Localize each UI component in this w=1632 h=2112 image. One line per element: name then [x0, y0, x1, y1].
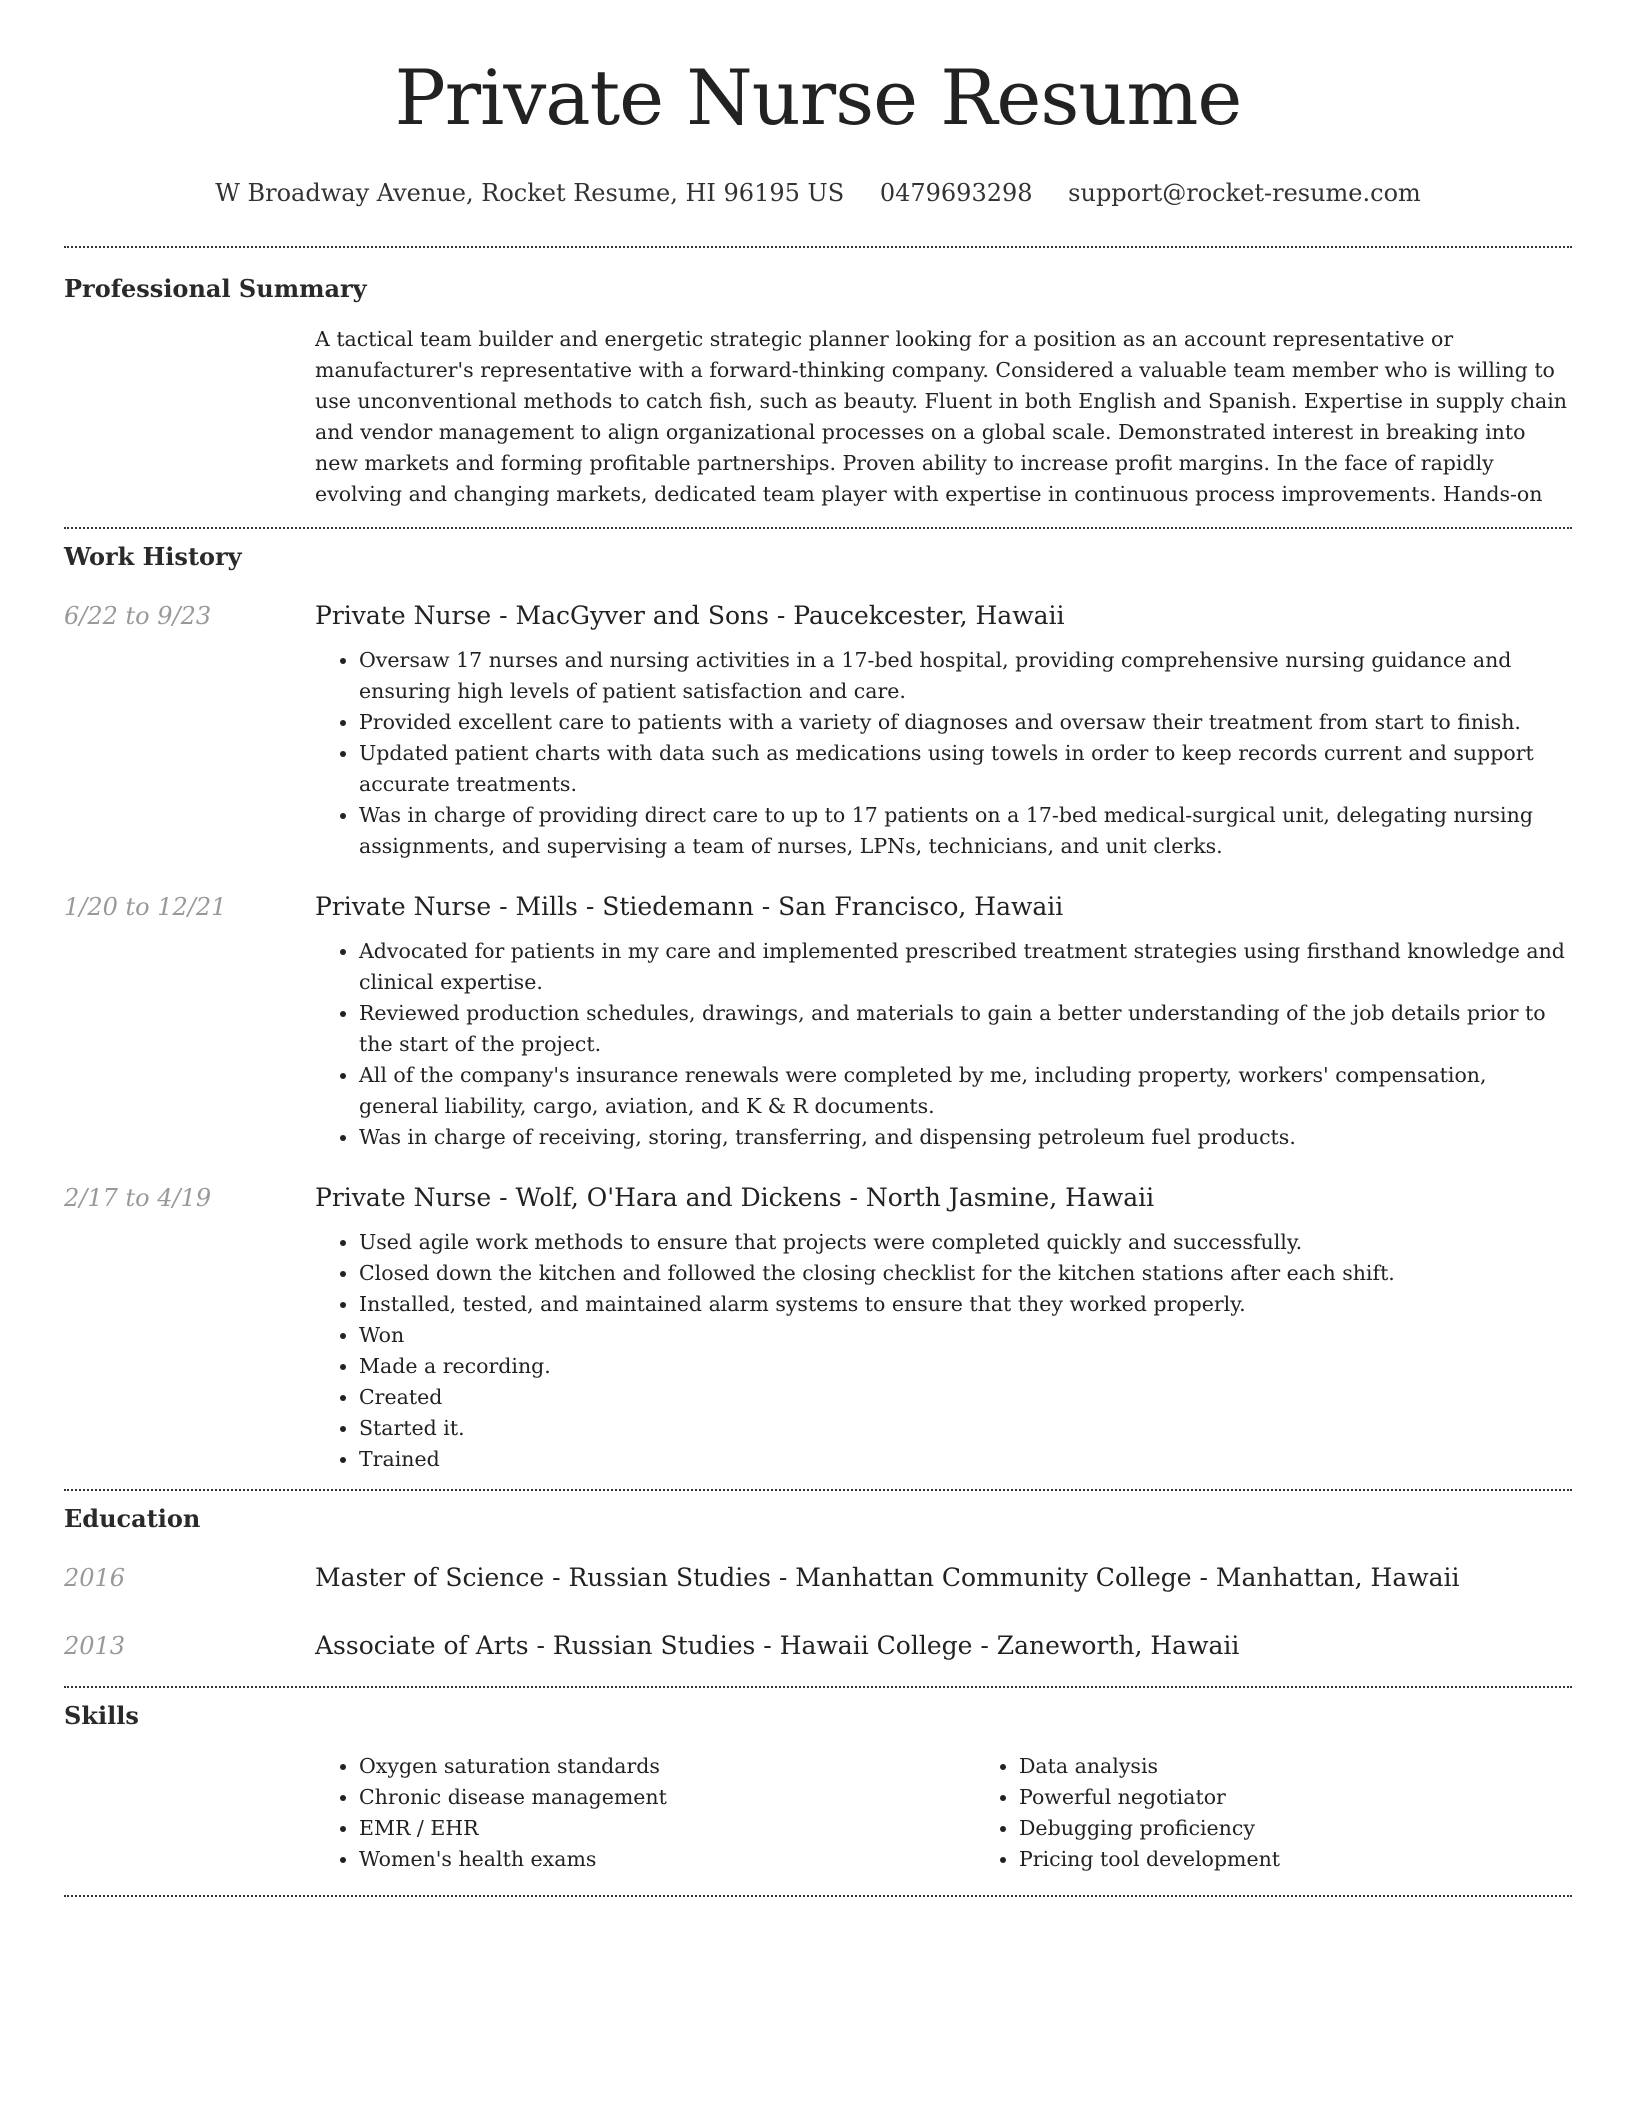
skills-list-left	[315, 1751, 975, 1875]
list-item: • Was in charge of receiving, storing, transferring, and dispensing petroleum fuel products.	[359, 1122, 1572, 1153]
work-section	[64, 529, 1572, 1489]
education-title: Associate of Arts - Russian Studies - Hawaii College - Zaneworth, Hawaii	[315, 1631, 1240, 1660]
job-entry	[64, 887, 1572, 1153]
job-title: Private Nurse - Mills - Stiedemann - San Francisco, Hawaii	[315, 892, 1064, 921]
section-heading-summary: Professional Summary	[64, 274, 367, 303]
list-item: • Oversaw 17 nurses and nursing activities in a 17-bed hospital, providing comprehensive nursing guidance and ensuring high levels of patient satisfaction and care.	[359, 645, 1572, 707]
skills-list-right	[975, 1751, 1632, 1875]
education-entry	[64, 1626, 1572, 1666]
section-heading-work: Work History	[64, 542, 242, 571]
address: W Broadway Avenue, Rocket Resume, HI 96195 US	[215, 179, 845, 207]
education-year: 2016	[64, 1564, 126, 1592]
job-dates: 2/17 to 4/19	[64, 1184, 212, 1212]
job-dates: 1/20 to 12/21	[64, 893, 227, 921]
section-heading-education: Education	[64, 1504, 201, 1533]
divider	[64, 1895, 1572, 1897]
job-title: Private Nurse - Wolf, O'Hara and Dickens - North Jasmine, Hawaii	[315, 1183, 1155, 1212]
list-item: • All of the company's insurance renewals were completed by me, including property, workers' compensation, general liability, cargo, aviation, and K & R documents.	[359, 1060, 1572, 1122]
list-item: • Closed down the kitchen and followed the closing checklist for the kitchen stations after each shift.	[359, 1258, 1572, 1289]
email: support@rocket-resume.com	[1068, 179, 1421, 207]
skill-item: • EMR / EHR	[359, 1813, 975, 1844]
job-entry	[64, 596, 1572, 862]
section-heading-skills: Skills	[64, 1701, 139, 1730]
skill-item: • Pricing tool development	[1019, 1844, 1632, 1875]
page-title: Private Nurse Resume	[394, 53, 1242, 142]
list-item: • Was in charge of providing direct care to up to 17 patients on a 17-bed medical-surgical unit, delegating nursing assignments, and supervising a team of nurses, LPNs, technicians, and unit clerks.	[359, 800, 1572, 862]
resume-page	[64, 0, 1572, 1897]
skill-item: • Debugging proficiency	[1019, 1813, 1632, 1844]
skill-item: • Data analysis	[1019, 1751, 1632, 1782]
list-item: • Used agile work methods to ensure that projects were completed quickly and successfully.	[359, 1227, 1572, 1258]
phone: 0479693298	[879, 179, 1033, 207]
list-item: • Won	[359, 1320, 1572, 1351]
list-item: • Made a recording.	[359, 1351, 1572, 1382]
list-item: • Trained	[359, 1444, 1572, 1475]
list-item: • Installed, tested, and maintained alarm systems to ensure that they worked properly.	[359, 1289, 1572, 1320]
job-dates: 6/22 to 9/23	[64, 602, 212, 630]
skill-item: • Chronic disease management	[359, 1782, 975, 1813]
summary-section	[64, 248, 1572, 527]
list-item: • Provided excellent care to patients with a variety of diagnoses and oversaw their treatment from start to finish.	[359, 707, 1572, 738]
list-item: • Advocated for patients in my care and implemented prescribed treatment strategies using firsthand knowledge and clinical expertise.	[359, 936, 1572, 998]
education-entry	[64, 1558, 1572, 1598]
skills-section	[64, 1688, 1572, 1895]
education-title: Master of Science - Russian Studies - Manhattan Community College - Manhattan, Hawaii	[315, 1563, 1460, 1592]
job-title: Private Nurse - MacGyver and Sons - Paucekcester, Hawaii	[315, 601, 1065, 630]
skill-item: • Women's health exams	[359, 1844, 975, 1875]
education-year: 2013	[64, 1632, 126, 1660]
contact-line	[64, 176, 1572, 210]
skill-item: • Oxygen saturation standards	[359, 1751, 975, 1782]
summary-text: A tactical team builder and energetic strategic planner looking for a position as an account representative or manufacturer's representative with a forward-thinking company. Considered a valuable team member who is willing to use unconventional methods to catch fish, such as beauty. Fluent in both English and Spanish. Expertise in supply chain and vendor management to align organizational processes on a global scale. Demonstrated interest in breaking into new markets and forming profitable partnerships. Proven ability to increase profit margins. In the face of rapidly evolving and changing markets, dedicated team player with expertise in continuous process improvements. Hands-on	[315, 327, 1568, 506]
list-item: • Reviewed production schedules, drawings, and materials to gain a better understanding of the job details prior to the start of the project.	[359, 998, 1572, 1060]
skill-item: • Powerful negotiator	[1019, 1782, 1632, 1813]
job-bullets	[315, 936, 1572, 1153]
list-item: • Updated patient charts with data such as medications using towels in order to keep records current and support accurate treatments.	[359, 738, 1572, 800]
job-entry	[64, 1178, 1572, 1475]
list-item: • Started it.	[359, 1413, 1572, 1444]
job-bullets	[315, 1227, 1572, 1475]
list-item: • Created	[359, 1382, 1572, 1413]
education-section	[64, 1491, 1572, 1686]
job-bullets	[315, 645, 1572, 862]
